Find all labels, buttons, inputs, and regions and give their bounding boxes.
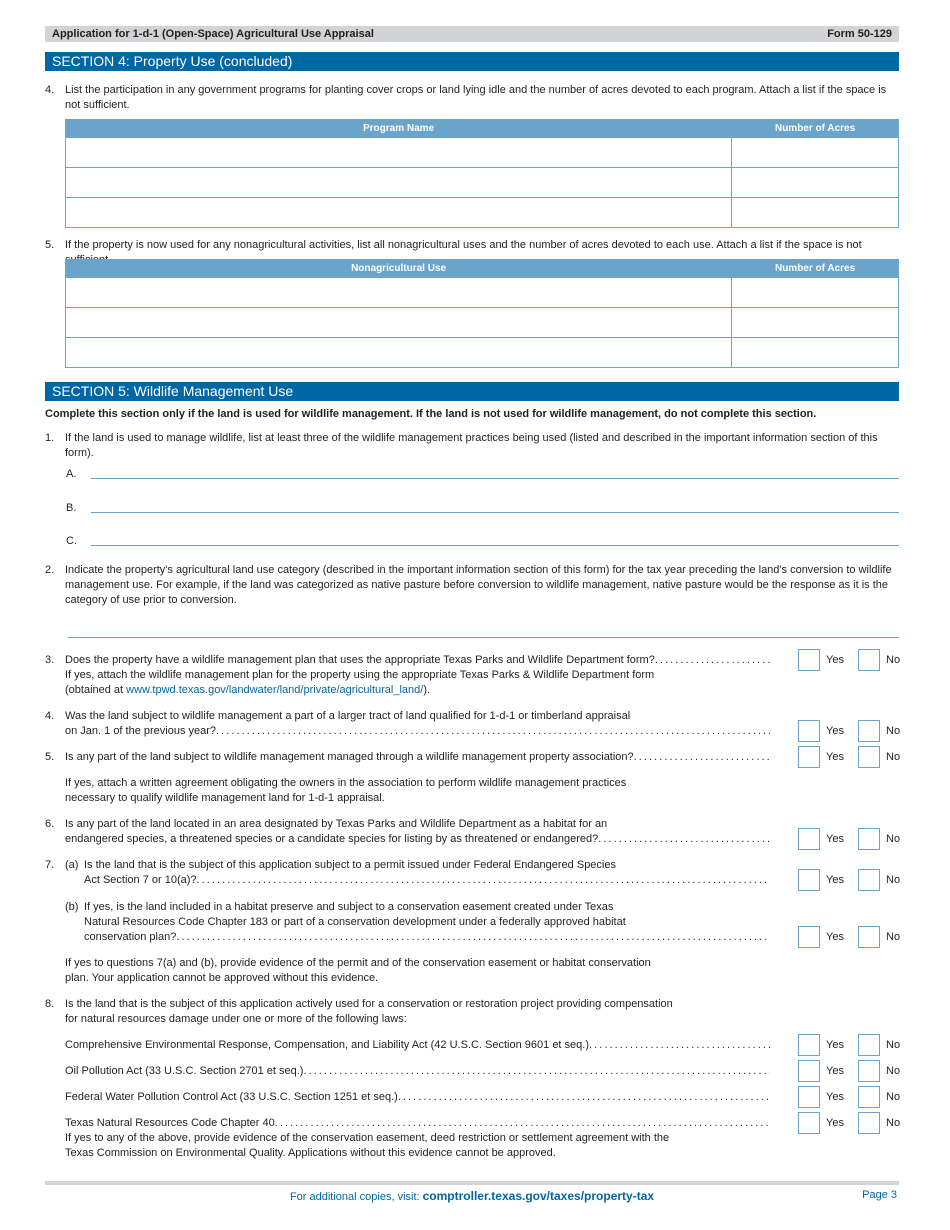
table-row <box>66 168 899 198</box>
table-row <box>66 138 899 168</box>
question-text: If the property is now used for any nonagricultural activities, list all nonagricultural uses and the number of acres devoted to each use. Attach a list if the space is not <box>65 239 862 251</box>
s5-question-7a <box>45 858 770 888</box>
question-number: 2. <box>45 564 55 576</box>
question-text: If the land is used to manage wildlife, list at least three of the wildlife management practices being used (listed and described in the important information section of this form). <box>65 432 878 459</box>
form-title: Application for 1-d-1 (Open-Space) Agricultural Use Appraisal <box>52 28 374 40</box>
no-label: No <box>886 1065 901 1077</box>
s5-question-6 <box>45 817 770 847</box>
program-name-cell[interactable] <box>66 198 732 228</box>
s5-question-5 <box>45 750 770 765</box>
acres-header: Number of Acres <box>732 260 899 278</box>
yes-label: Yes <box>826 1039 844 1051</box>
question-text: List the participation in any government programs for planting cover crops or land lying idle and the number of acres devoted to each program. Attach a list if the space is not sufficient. <box>65 84 887 111</box>
q5-yes-checkbox[interactable] <box>798 746 820 768</box>
note-text: (obtained at <box>65 684 127 696</box>
law-opa-no-checkbox[interactable] <box>858 1060 880 1082</box>
law-cercla-yes-no <box>798 1034 900 1056</box>
q4-no-checkbox[interactable] <box>858 720 880 742</box>
law-cercla-yes-checkbox[interactable] <box>798 1034 820 1056</box>
form-header <box>45 26 899 42</box>
no-label: No <box>886 725 901 737</box>
table-row <box>66 278 899 308</box>
law-opa <box>45 1064 770 1079</box>
question-text: Is the land that is the subject of this application subject to a permit issued under Federal Endangered Species <box>84 859 616 871</box>
q5-note <box>65 776 685 806</box>
note-text: necessary to qualify wildlife management land for 1-d-1 appraisal. <box>65 792 385 804</box>
law-text: Texas Natural Resources Code Chapter 40 <box>65 1117 275 1129</box>
s5-question-7b <box>45 900 770 945</box>
sub-label: (a) <box>65 859 79 871</box>
q3-yes-no <box>798 649 900 671</box>
s5-question-3 <box>45 653 770 698</box>
yes-label: Yes <box>826 725 844 737</box>
q3-yes-checkbox[interactable] <box>798 649 820 671</box>
q7a-yes-checkbox[interactable] <box>798 869 820 891</box>
yes-label: Yes <box>826 751 844 763</box>
no-label: No <box>886 654 901 666</box>
s5-question-8 <box>45 997 745 1027</box>
footer-divider <box>45 1181 899 1185</box>
no-label: No <box>886 833 901 845</box>
nonag-use-cell[interactable] <box>66 308 732 338</box>
q6-no-checkbox[interactable] <box>858 828 880 850</box>
question-number: 4. <box>45 84 55 96</box>
practice-line-a <box>66 466 899 480</box>
note-text: If yes to questions 7(a) and (b), provide evidence of the permit and of the conservation easement or habitat conservation <box>65 957 651 969</box>
page-number: Page 3 <box>862 1189 897 1201</box>
yes-label: Yes <box>826 1117 844 1129</box>
q7b-yes-checkbox[interactable] <box>798 926 820 948</box>
program-table <box>65 119 899 228</box>
law-tnrc <box>45 1116 770 1161</box>
note-text: plan. Your application cannot be approved without this evidence. <box>65 972 379 984</box>
question-text: Does the property have a wildlife management plan that uses the appropriate Texas Parks and Wildlife Department form? <box>65 654 655 666</box>
practice-input[interactable] <box>91 512 899 513</box>
practice-input[interactable] <box>91 478 899 479</box>
question-text: Was the land subject to wildlife management a part of a larger tract of land qualified for 1-d-1 or timberland appraisal <box>65 710 631 722</box>
law-fwpca <box>45 1090 770 1105</box>
practice-line-c <box>66 533 899 547</box>
question-number: 5. <box>45 751 55 763</box>
question-number: 7. <box>45 859 55 871</box>
q3-no-checkbox[interactable] <box>858 649 880 671</box>
question-note: If yes, attach the wildlife management plan for the property using the appropriate Texas Parks & Wildlife Department form <box>65 669 655 681</box>
question-text: If yes, is the land included in a habitat preserve and subject to a conservation easement created under Texas <box>84 901 614 913</box>
note-text: If yes, attach a written agreement obligating the owners in the association to perform wildlife management practices <box>65 777 627 789</box>
nonag-use-cell[interactable] <box>66 338 732 368</box>
question-text: conservation plan? <box>84 931 177 943</box>
q4-yes-checkbox[interactable] <box>798 720 820 742</box>
law-tnrc-no-checkbox[interactable] <box>858 1112 880 1134</box>
law-fwpca-yes-no <box>798 1086 900 1108</box>
no-label: No <box>886 874 901 886</box>
question-text: endangered species, a threatened species or a candidate species for listing by as threatened or endangered? <box>65 833 599 845</box>
table-row <box>66 338 899 368</box>
program-name-header: Program Name <box>66 120 732 138</box>
law-cercla-no-checkbox[interactable] <box>858 1034 880 1056</box>
sub-label: (b) <box>65 901 79 913</box>
question-text: Indicate the property's agricultural land use category (described in the important information section of this form) for the tax year preceding the land's conversion to wildlife management use. For example, if the land was categorized as native pasture before conversion to wildlife management, native pasture would be the response as it is the category of use prior to conversion. <box>65 564 892 606</box>
question-number: 1. <box>45 432 55 444</box>
question-text: Act Section 7 or 10(a)? <box>84 874 197 886</box>
q7-note <box>65 956 685 986</box>
land-use-category-input[interactable] <box>68 637 899 638</box>
no-label: No <box>886 931 901 943</box>
s5-question-2 <box>45 563 901 608</box>
acres-cell[interactable] <box>732 308 899 338</box>
acres-header: Number of Acres <box>732 120 899 138</box>
no-label: No <box>886 1091 901 1103</box>
section-5-header: SECTION 5: Wildlife Management Use <box>45 382 899 401</box>
program-name-cell[interactable] <box>66 168 732 198</box>
acres-cell[interactable] <box>732 138 899 168</box>
q7b-no-checkbox[interactable] <box>858 926 880 948</box>
acres-cell[interactable] <box>732 168 899 198</box>
practice-input[interactable] <box>91 545 899 546</box>
table-row <box>66 308 899 338</box>
question-number: 6. <box>45 818 55 830</box>
question-number: 5. <box>45 239 55 251</box>
section-4-header: SECTION 4: Property Use (concluded) <box>45 52 899 71</box>
practice-label: C. <box>66 535 77 547</box>
practice-label: A. <box>66 468 77 480</box>
no-label: No <box>886 1039 901 1051</box>
program-name-cell[interactable] <box>66 138 732 168</box>
q4-yes-no <box>798 720 900 742</box>
note-text: If yes to any of the above, provide evidence of the conservation easement, deed restriction or settlement agreement with the <box>65 1132 670 1144</box>
law-text: Oil Pollution Act (33 U.S.C. Section 2701 et seq.) <box>65 1065 304 1077</box>
question-number: 4. <box>45 710 55 722</box>
table-row <box>66 198 899 228</box>
practice-label: B. <box>66 502 77 514</box>
q7a-no-checkbox[interactable] <box>858 869 880 891</box>
question-number: 8. <box>45 998 55 1010</box>
q6-yes-checkbox[interactable] <box>798 828 820 850</box>
law-tnrc-yes-no <box>798 1112 900 1134</box>
yes-label: Yes <box>826 1091 844 1103</box>
question-number: 3. <box>45 654 55 666</box>
s5-question-4 <box>45 709 770 739</box>
law-text: Federal Water Pollution Control Act (33 U.S.C. Section 1251 et seq.) <box>65 1091 398 1103</box>
yes-label: Yes <box>826 874 844 886</box>
law-opa-yes-no <box>798 1060 900 1082</box>
q7b-yes-no <box>798 926 900 948</box>
q6-yes-no <box>798 828 900 850</box>
footer-prefix: For additional copies, visit: <box>289 1191 423 1203</box>
form-number: Form 50-129 <box>827 28 892 40</box>
question-text: on Jan. 1 of the previous year? <box>65 725 217 737</box>
no-label: No <box>886 751 901 763</box>
question-text: Is the land that is the subject of this application actively used for a conservation or restoration project providing compensation <box>65 998 673 1010</box>
tpwd-link[interactable]: www.tpwd.texas.gov/landwater/land/private/agricultural_land/ <box>126 684 424 696</box>
question-text: for natural resources damage under one or more of the following laws: <box>65 1013 407 1025</box>
yes-label: Yes <box>826 833 844 845</box>
q5-yes-no <box>798 746 900 768</box>
yes-label: Yes <box>826 654 844 666</box>
note-text: ). <box>423 684 431 696</box>
yes-label: Yes <box>826 1065 844 1077</box>
yes-label: Yes <box>826 931 844 943</box>
law-tnrc-yes-checkbox[interactable] <box>798 1112 820 1134</box>
acres-cell[interactable] <box>732 278 899 308</box>
comptroller-link[interactable]: comptroller.texas.gov/taxes/property-tax <box>422 1189 655 1203</box>
law-fwpca-yes-checkbox[interactable] <box>798 1086 820 1108</box>
nonag-use-header: Nonagricultural Use <box>66 260 732 278</box>
s4-question-4 <box>45 83 901 113</box>
nonag-table <box>65 259 899 368</box>
q7a-yes-no <box>798 869 900 891</box>
note-text: Texas Commission on Environmental Quality. Applications without this evidence cannot be approved. <box>65 1147 556 1159</box>
no-label: No <box>886 1117 901 1129</box>
law-text: Comprehensive Environmental Response, Compensation, and Liability Act (42 U.S.C. Section 9601 et seq.) <box>65 1039 590 1051</box>
practice-line-b <box>66 500 899 514</box>
nonag-use-cell[interactable] <box>66 278 732 308</box>
law-opa-yes-checkbox[interactable] <box>798 1060 820 1082</box>
question-text: Natural Resources Code Chapter 183 or part of a conservation development under a federally approved habitat <box>84 916 626 928</box>
acres-cell[interactable] <box>732 198 899 228</box>
acres-cell[interactable] <box>732 338 899 368</box>
s5-question-1 <box>45 431 901 461</box>
question-text: Is any part of the land located in an area designated by Texas Parks and Wildlife Department as a habitat for an <box>65 818 608 830</box>
q5-no-checkbox[interactable] <box>858 746 880 768</box>
law-cercla <box>45 1038 770 1053</box>
law-fwpca-no-checkbox[interactable] <box>858 1086 880 1108</box>
section-5-instruction: Complete this section only if the land is used for wildlife management. If the land is not used for wildlife management, do not complete this section. <box>45 408 817 420</box>
question-text: Is any part of the land subject to wildlife management managed through a wildlife management property association? <box>65 751 634 763</box>
